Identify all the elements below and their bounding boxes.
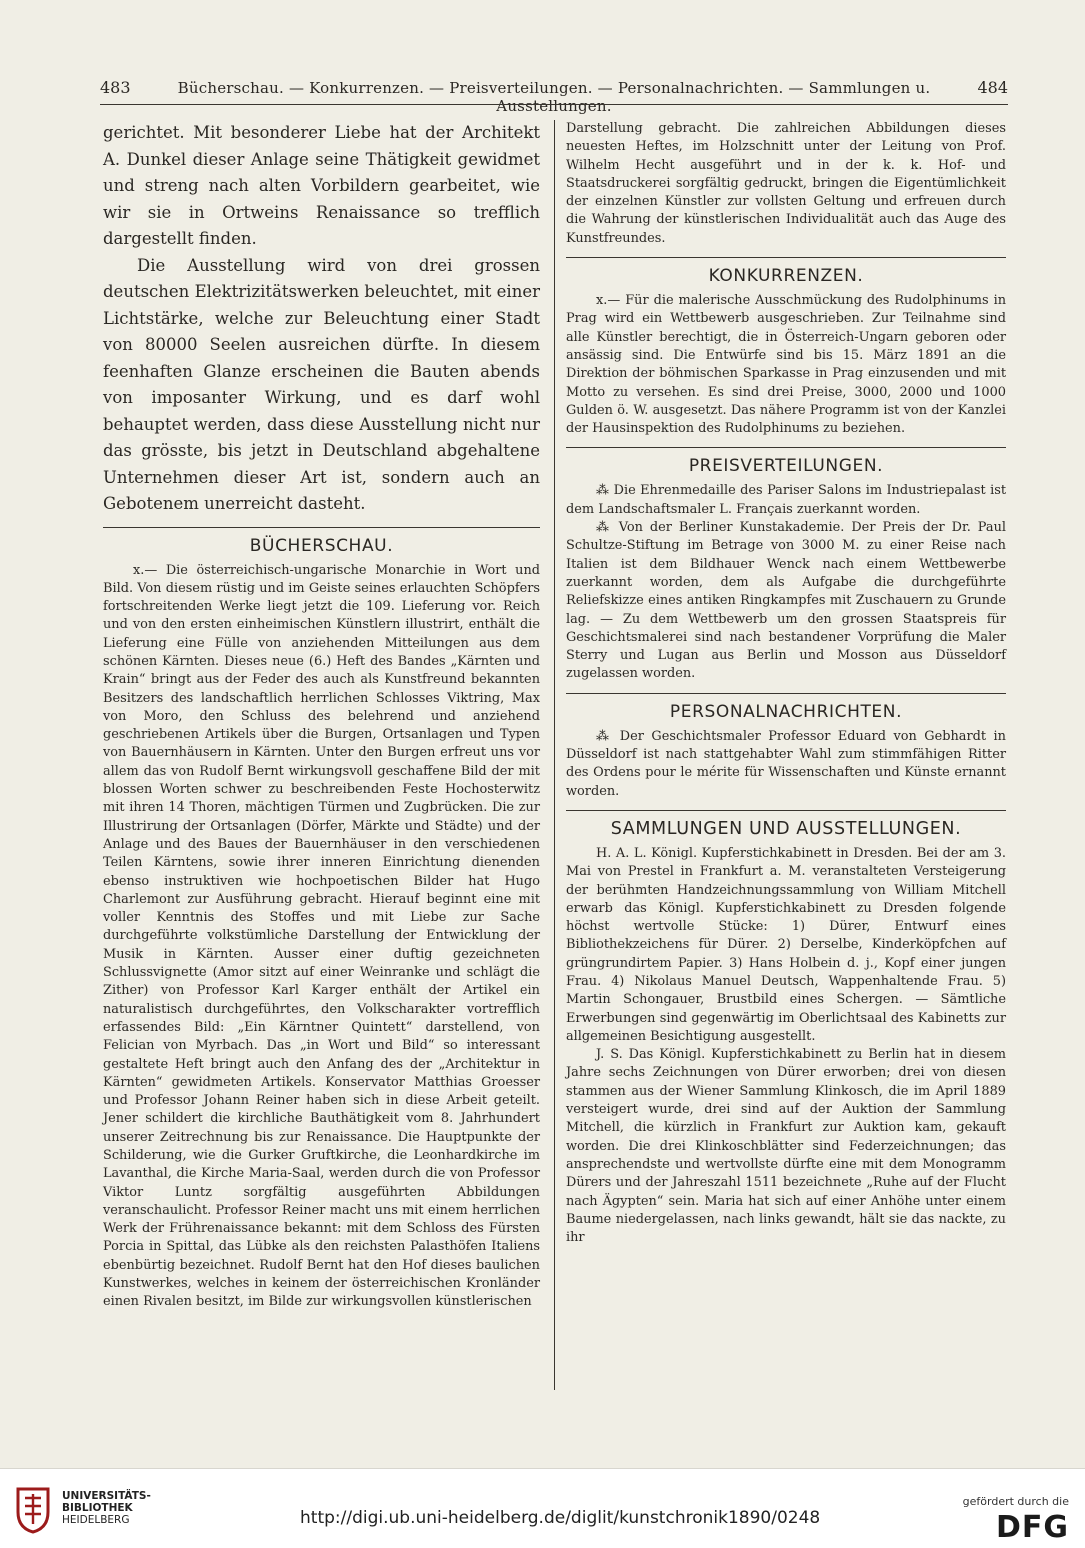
section-divider [103,527,540,528]
library-name: UNIVERSITÄTS- BIBLIOTHEK HEIDELBERG [62,1490,151,1526]
sammlungen-item-1: H. A. L. Königl. Kupferstichkabinett in Dresden. Bei der am 3. Mai von Prestel in Frankfurt a. M. veranstalteten Versteigerung der berühmten Handzeichnungssammlung von William Mitchell erwarb das Königl. Kupferstichkabinett zu Dresden folgende höchst wertvolle Stücke: 1) Dürer, Entwurf eines Bibliothekzeichens für Dürer. 2) Derselbe, Kinderköpfchen auf grüngrundirtem Papier. 3) Hans Holbein d. j., Kopf einer jungen Frau. 4) Nikolaus Manuel Deutsch, Wappenhaltende Frau. 5) Martin Schongauer, Brustbild eines Schergen. — Sämtliche Erwerbungen sind gegenwärtig im Oberlichtsaal des Kabinetts zur allgemeinen Besichtigung ausgestellt. [566,845,1006,1044]
dfg-logo: DFG [995,1510,1069,1545]
section-title-buecherschau: BÜCHERSCHAU. [249,535,394,556]
personal-text: ⁂ Der Geschichtsmaler Professor Eduard von Gebhardt in Düsseldorf ist nach stattgehabter Wahl zum stimmfähigen Ritter des Ordens pour le mérite für Wissenschaften und Künste ernannt worden. [566,728,1006,799]
section-title-sammlungen: SAMMLUNGEN UND AUSSTELLUNGEN. [610,818,962,839]
column-separator [554,120,555,1390]
footer-bar [0,1468,1085,1548]
section-divider [566,693,1006,694]
page-number-right: 484 [977,78,1008,97]
header-title: Bücherschau. — Konkurrenzen. — Preisverteilungen. — Personalnachrichten. — Sammlungen u. Ausstellungen. [177,79,931,115]
intro-paragraph-2: Die Ausstellung wird von drei grossen deutschen Elektrizitätswerken beleuchtet, mit einer Lichtstärke, welche zur Beleuchtung einer Stadt von 80000 Seelen ausreichen dürfte. In diesem feenhaften Glanze erscheinen die Bauten abends von imposanter Wirkung, und es darf wohl behauptet werden, dass diese Ausstellung nicht nur das grösste, bis jetzt in Deutschland abgehaltene Unternehmen dieser Art ist, sondern auch an Gebotenem unerreicht dasteht. [103,255,540,513]
section-title-konkurrenzen: KONKURRENZEN. [708,266,864,287]
section-divider [566,257,1006,258]
page-number-left: 483 [100,78,131,97]
sammlungen-item-2: J. S. Das Königl. Kupferstichkabinett zu Berlin hat in diesem Jahre sechs Zeichnungen von Dürer erworben; drei von diesen stammen aus der Wiener Sammlung Klinkosch, die im April 1889 versteigert wurde, drei sind auf der Auktion der Sammlung Mitchell, die kürzlich in Frankfurt zur Auktion kam, gekauft worden. Die drei Klinkoschblätter sind Federzeichnungen; das ansprechendste und wertvollste dürfte eine mit dem Monogramm Dürers und der Jahreszahl 1511 bezeichnete „Ruhe auf der Flucht nach Ägypten“ sein. Maria hat sich auf einer Anhöhe unter einem Baume niedergelassen, nach links gewandt, hält sie das nackte, zu ihr [566,1047,1006,1246]
header-rule [100,104,1008,105]
university-seal-icon [10,1484,56,1534]
funding-label: gefördert durch die [962,1495,1069,1508]
section-divider [566,810,1006,811]
preis-item-2: ⁂ Von der Berliner Kunstakademie. Der Preis der Dr. Paul Schultze-Stiftung im Betrage von 3000 M. zu einer Reise nach Italien ist dem Bildhauer Wenck nach einem Wettbewerbe zuerkannt worden, dem als Aufgabe die durchgeführte Reliefskizze eines antiken Ringkampfes mit Zuschauern zu Grunde lag. — Zu dem Wettbewerb um den grossen Staatspreis für Geschichtsmalerei sind nach bestandener Vorprüfung die Maler Sterry und Lugan aus Berlin und Mosson aus Düsseldorf zugelassen worden. [566,520,1006,682]
section-title-personalnachrichten: PERSONALNACHRICHTEN. [669,701,903,722]
running-header [100,78,1008,115]
section-divider [566,447,1006,448]
preis-item-1: ⁂ Die Ehrenmedaille des Pariser Salons im Industriepalast ist dem Landschaftsmaler L. Français zuerkannt worden. [566,483,1006,517]
intro-paragraph-1: gerichtet. Mit besonderer Liebe hat der Architekt A. Dunkel dieser Anlage seine Thätigkeit gewidmet und streng nach alten Vorbildern gearbeitet, wie wir sie in Ortweins Renaissance so trefflich dargestellt finden. [103,123,540,248]
permalink-url[interactable]: http://digi.ub.uni-heidelberg.de/diglit/kunstchronik1890/0248 [300,1508,821,1528]
buecherschau-text: x.— Die österreichisch-ungarische Monarchie in Wort und Bild. Von diesem rüstig und im Geiste seines erlauchten Schöpfers fortschreitenden Werke liegt jetzt die 109. Lieferung vor. Reich und von den ersten einheimischen Künstlern illustrirt, enthält die Lieferung eine Fülle von anziehenden Mitteilungen aus dem schönen Kärnten. Dieses neue (6.) Heft des Bandes „Kärnten und Krain“ bringt aus der Feder des auch als Kunstfreund bekannten Besitzers des landschaftlich herrlichen Schlosses Viktring, Max von Moro, den Schluss des belehrend und anziehend geschriebenen Artikels über die Burgen, Ortsanlagen und Typen von Bauernhäusern in Kärnten. Unter den Burgen erfreut uns vor allem das von Rudolf Bernt wirkungsvoll geschaffene Bild der mit blossen Worten schwer zu beschreibenden Feste Hochosterwitz mit ihren 14 Thoren, mächtigen Türmen und Zugbrücken. Die zur Illustrirung der Ortsanlagen (Dörfer, Märkte und Städte) und der Anlage und des Baues der Bauernhäuser in den verschiedenen Teilen Kärntens, sowie ihrer inneren Einrichtung dienenden ebenso instruktiven wie hochpoetischen Bilder hat Hugo Charlemont zur Ausführung gebracht. Hierauf beginnt eine mit voller Kenntnis des Stoffes und mit Liebe zur Sache durchgeführte volkstümliche Darstellung der Entwicklung der Musik in Kärnten. Ausser einer duftig gezeichneten Schlussvignette (Amor sitzt auf einer Weinranke und schlägt die Zither) von Professor Karl Karger enthält der Artikel ein naturalistisch durchgeführtes, den Volkscharakter vortrefflich erfassendes Bild: „Ein Kärntner Quintett“ darstellend, von Felician von Myrbach. Das „in Wort und Bild“ so interessant gestaltete Heft bringt auch den Anfang des der „Architektur in Kärnten“ gewidmeten Artikels. Konservator Matthias Groesser und Professor Johann Reiner haben sich in diese Arbeit geteilt. Jener schildert die kirchliche Bauthätigkeit vom 8. Jahrhundert unserer Zeitrechnung bis zur Renaissance. Die Hauptpunkte der Schilderung, wie die Gurker Gruftkirche, die Leonhardkirche im Lavanthal, die Kirche Maria-Saal, werden durch die von Professor Viktor Luntz sorgfältig ausgeführten Abbildungen veranschaulicht. Professor Reiner macht uns mit einem herrlichen Werk der Frührenaissance bekannt: mit dem Schloss des Fürsten Porcia in Spittal, das Lübke als den reichsten Palasthöfen Italiens ebenbürtig bezeichnet. Rudolf Bernt hat den Hof dieses baulichen Kunstwerkes, welches in keinem der österreichischen Kronländer einen Rivalen besitzt, im Bilde zur wirkungsvollen künstlerischen [103,562,540,1310]
left-column [103,120,540,1312]
right-column [566,120,1006,1247]
konkurrenzen-text: x.— Für die malerische Ausschmückung des Rudolphinums in Prag wird ein Wettbewerb ausgeschrieben. Zur Teilnahme sind alle Künstler berechtigt, die in Österreich-Ungarn geboren oder ansässig sind. Die Entwürfe sind bis 15. März 1891 an die Direktion der böhmischen Sparkasse in Prag einzusenden und mit Motto zu versehen. Es sind drei Preise, 3000, 2000 und 1000 Gulden ö. W. ausgesetzt. Das nähere Programm ist von der Kanzlei der Hausinspektion des Rudolphinums zu beziehen. [566,293,1006,437]
section-title-preisverteilungen: PREISVERTEILUNGEN. [688,456,884,477]
continued-text: Darstellung gebracht. Die zahlreichen Abbildungen dieses neuesten Heftes, im Holzschnitt unter der Leitung von Prof. Wilhelm Hecht ausgeführt und in der k. k. Hof- und Staatsdruckerei sorgfältig gedruckt, bringen die Eigentümlichkeit der einzelnen Künstler zur vollsten Geltung und erfreuen durch die Wahrung der künstlerischen Individualität auch das Auge des Kunstfreundes. [566,121,1006,246]
